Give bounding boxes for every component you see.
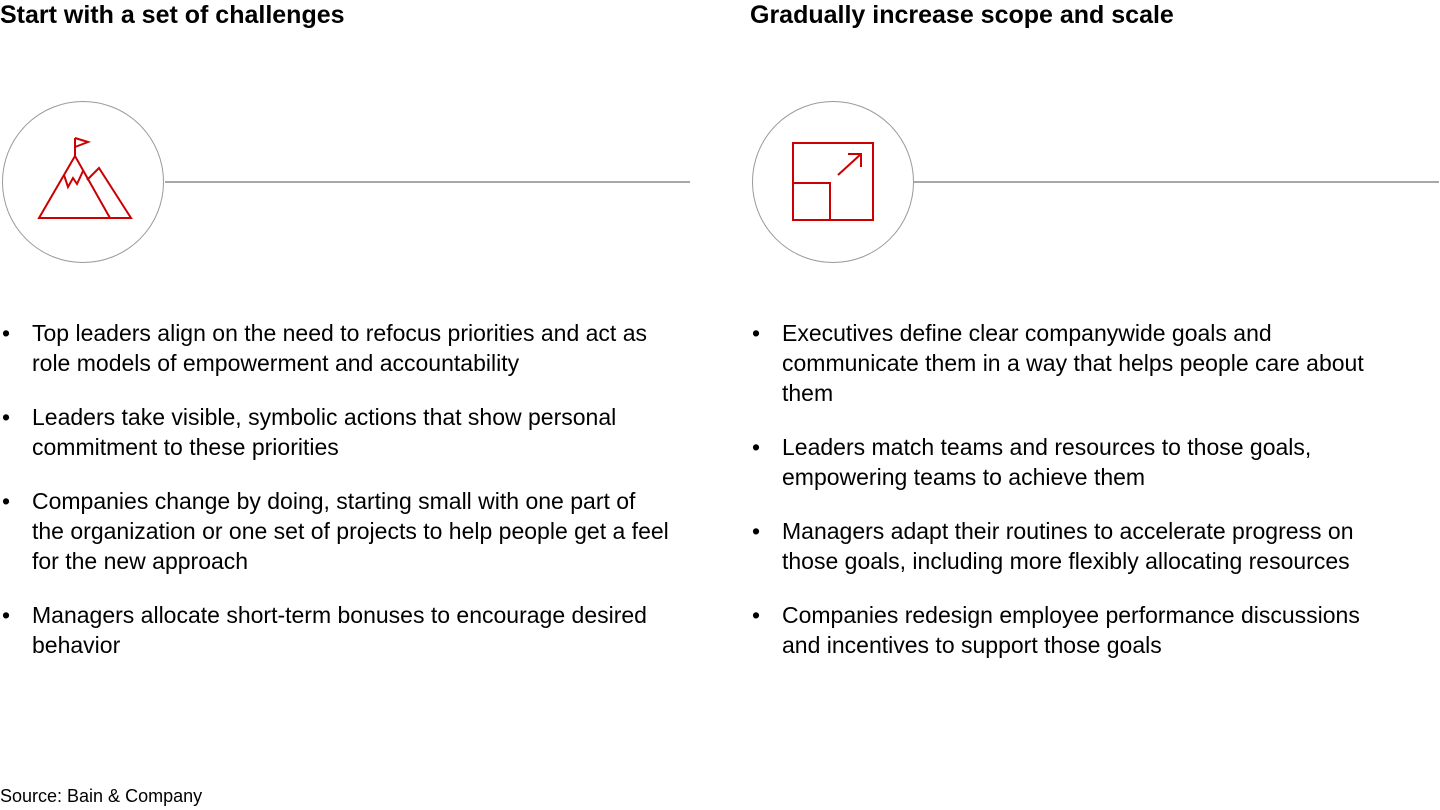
right-column-title: Gradually increase scope and scale xyxy=(750,1,1174,29)
list-item xyxy=(750,318,1402,408)
bullet-dot: • xyxy=(2,488,11,514)
list-item xyxy=(0,600,672,660)
scale-up-arrow-icon xyxy=(753,102,913,262)
bullet-text: Leaders take visible, symbolic actions that show personal commitment to these priorities xyxy=(32,404,617,460)
bullet-text: Companies redesign employee performance discussions and incentives to support those goals xyxy=(782,602,1360,658)
bullet-dot: • xyxy=(2,404,11,430)
right-bullet-list xyxy=(750,318,1402,684)
bullet-dot: • xyxy=(752,602,761,628)
list-item xyxy=(0,486,672,576)
list-item xyxy=(0,318,672,378)
right-connector-line xyxy=(914,181,1439,183)
bullet-dot: • xyxy=(2,602,11,628)
bullet-dot: • xyxy=(752,434,761,460)
bullet-dot: • xyxy=(752,320,761,346)
list-item xyxy=(750,516,1402,576)
list-item xyxy=(750,432,1402,492)
bullet-text: Managers adapt their routines to accelerate progress on those goals, including more flexibly allocating resources xyxy=(782,518,1354,574)
left-column-title: Start with a set of challenges xyxy=(0,1,345,29)
right-icon-circle xyxy=(752,101,914,263)
bullet-dot: • xyxy=(2,320,11,346)
bullet-text: Executives define clear companywide goals and communicate them in a way that helps people care about them xyxy=(782,320,1364,406)
bullet-text: Companies change by doing, starting small with one part of the organization or one set of projects to help people get a feel for the new approach xyxy=(32,488,669,574)
bullet-text: Leaders match teams and resources to those goals, empowering teams to achieve them xyxy=(782,434,1312,490)
bullet-text: Managers allocate short-term bonuses to encourage desired behavior xyxy=(32,602,647,658)
source-note: Source: Bain & Company xyxy=(0,786,203,806)
list-item xyxy=(0,402,672,462)
left-icon-circle xyxy=(2,101,164,263)
left-connector-line xyxy=(165,181,690,183)
bullet-dot: • xyxy=(752,518,761,544)
list-item xyxy=(750,600,1402,660)
left-bullet-list xyxy=(0,318,672,684)
mountain-flag-icon xyxy=(3,102,163,262)
bullet-text: Top leaders align on the need to refocus priorities and act as role models of empowerment and accountability xyxy=(32,320,647,376)
